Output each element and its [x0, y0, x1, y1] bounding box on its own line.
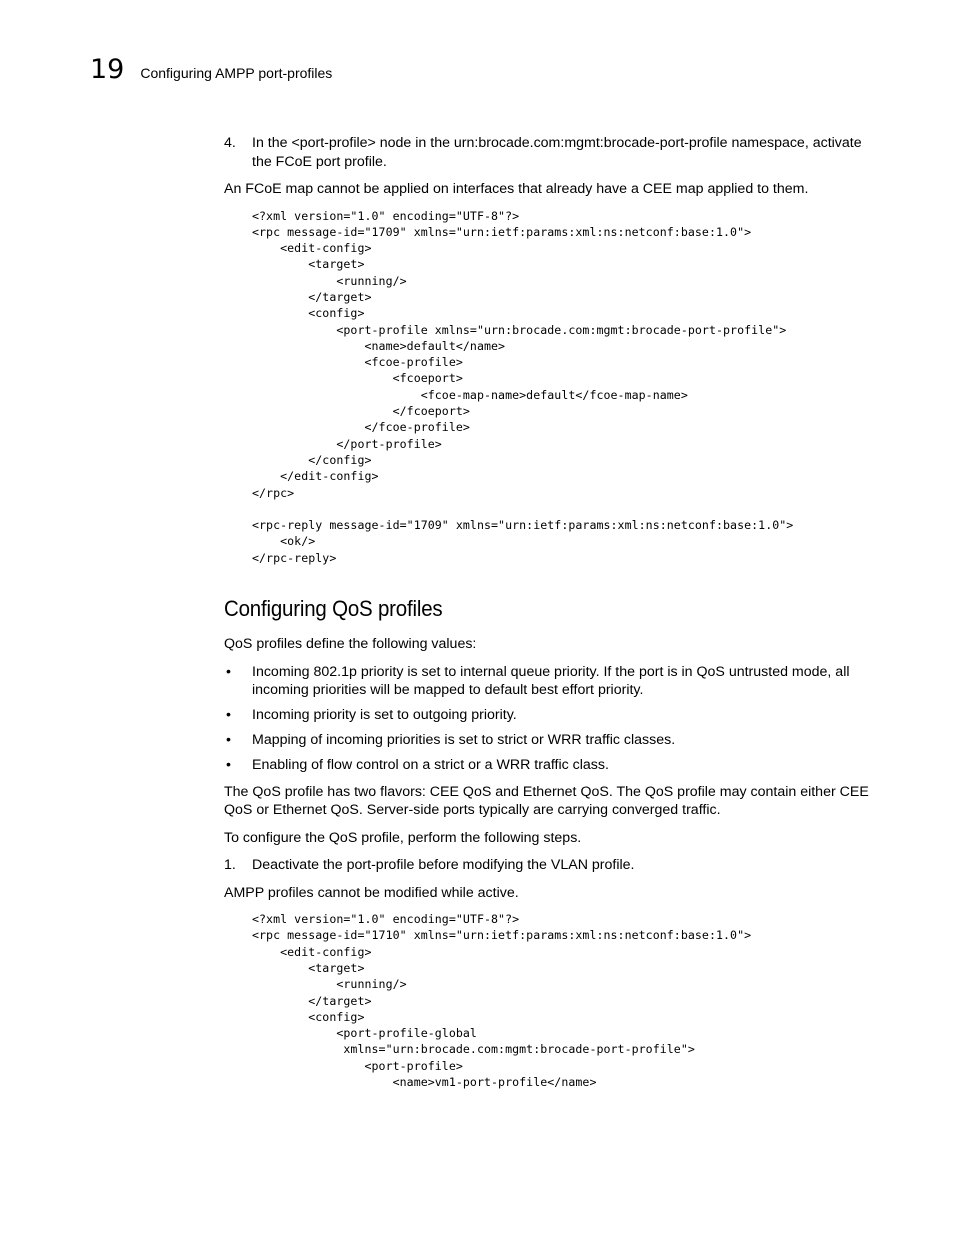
step-number: 4.: [224, 135, 236, 151]
bullet-list: [224, 663, 874, 775]
list-item-text: Enabling of flow control on a strict or a WRR traffic class.: [252, 757, 609, 774]
step-text: Deactivate the port-profile before modifying the VLAN profile.: [252, 857, 635, 874]
list-item-text: Mapping of incoming priorities is set to strict or WRR traffic classes.: [252, 732, 676, 749]
section-heading: Configuring QoS profiles: [224, 596, 443, 622]
code-block-netconf-fcoe: <?xml version="1.0" encoding="UTF-8"?> <rpc message-id="1709" xmlns="urn:ietf:params:xml:ns:netconf:base:1.0"> <edit-config> <target> <running/> </target> <config> <port-profile xmlns="urn:brocade.com:mgmt:brocade-port-profile"> <name>default</name> <fcoe-profile> <fcoeport> <fcoe-map-name>default</fcoe-map-name> </fcoeport> </fcoe-profile> </port-profile> </config> </edit-config> </rpc> <rpc-reply message-id="1709" xmlns="urn:ietf:params:xml:ns:netconf:base:1.0"> <ok/> </rpc-reply>: [252, 208, 794, 565]
list-item: [224, 663, 874, 700]
list-item: [224, 706, 874, 725]
section-intro: QoS profiles define the following values:: [224, 636, 477, 653]
list-item-text: Incoming 802.1p priority is set to internal queue priority. If the port is in QoS untrusted mode, all incoming priorities will be mapped to default best effort priority.: [252, 663, 850, 699]
list-item: [224, 731, 874, 750]
step-note: An FCoE map cannot be applied on interfaces that already have a CEE map applied to them.: [224, 181, 809, 197]
step-4: [224, 134, 874, 171]
chapter-number: 19: [90, 54, 125, 85]
bullet-icon: •: [226, 732, 231, 749]
steps-intro: To configure the QoS profile, perform the following steps.: [224, 829, 582, 846]
step-text: In the <port-profile> node in the urn:brocade.com:mgmt:brocade-port-profile namespace, activate the FCoE port profile.: [252, 135, 862, 170]
qos-flavors-paragraph: The QoS profile has two flavors: CEE QoS and Ethernet QoS. The QoS profile may contain either CEE QoS or Ethernet QoS. Server-side ports typically are carrying converged traffic.: [224, 783, 869, 819]
bullet-icon: •: [226, 707, 231, 724]
code-block-netconf-qos: <?xml version="1.0" encoding="UTF-8"?> <rpc message-id="1710" xmlns="urn:ietf:params:xml:ns:netconf:base:1.0"> <edit-config> <target> <running/> </target> <config> <port-profile-global xmlns="urn:brocade.com:mgmt:brocade-port-profile"> <port-profile> <name>vm1-port-profile</name>: [252, 912, 752, 1089]
page-header: [90, 55, 332, 85]
bullet-icon: •: [226, 757, 231, 774]
bullet-icon: •: [226, 663, 231, 680]
list-item-text: Incoming priority is set to outgoing priority.: [252, 707, 517, 724]
step-number: 1.: [224, 857, 236, 874]
step-1: [224, 856, 874, 875]
list-item: [224, 756, 874, 775]
chapter-title: Configuring AMPP port-profiles: [140, 65, 333, 81]
step-note: AMPP profiles cannot be modified while active.: [224, 884, 519, 901]
page-content: [224, 134, 874, 1090]
